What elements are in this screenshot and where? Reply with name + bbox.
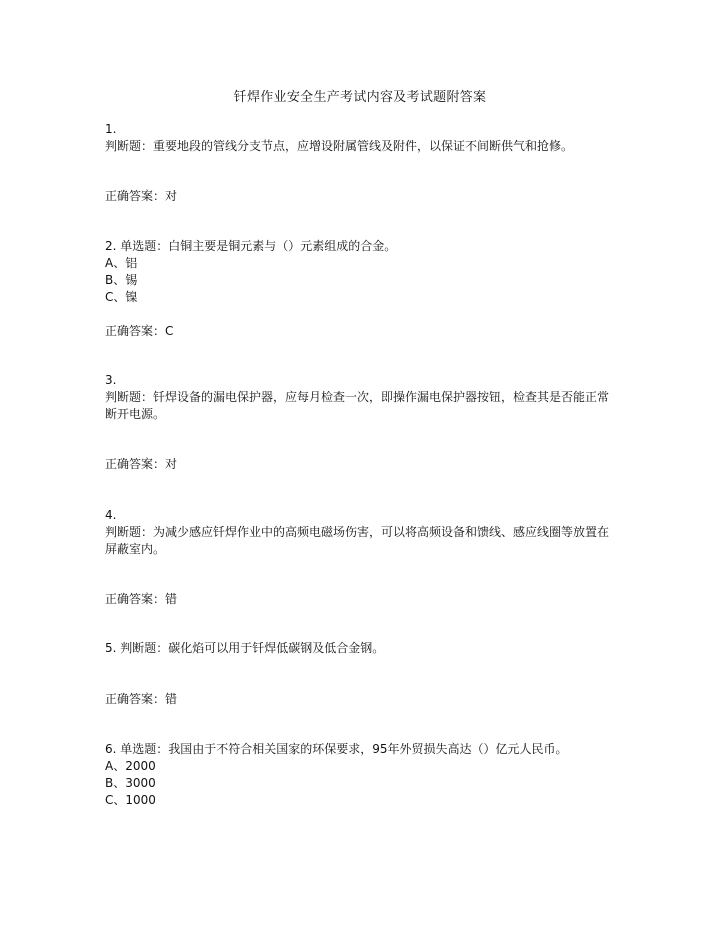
question-2-answer: 正确答案：C xyxy=(105,324,174,338)
question-2-option-a: A、铝 xyxy=(105,256,138,270)
question-5-text: 5. 判断题：碳化焰可以用于钎焊低碳钢及低合金钢。 xyxy=(105,641,385,655)
question-6-option-a: A、2000 xyxy=(105,759,156,773)
question-4-number: 4. xyxy=(105,508,117,522)
question-1-text: 判断题：重要地段的管线分支节点，应增设附属管线及附件，以保证不间断供气和抢修。 xyxy=(105,139,574,153)
question-4-text: 判断题：为减少感应钎焊作业中的高频电磁场伤害，可以将高频设备和馈线、感应线圈等放置在屏蔽室内。 xyxy=(105,525,610,556)
question-1-answer: 正确答案：对 xyxy=(105,189,178,203)
question-5-answer: 正确答案：错 xyxy=(105,692,178,706)
question-3-answer: 正确答案：对 xyxy=(105,457,178,471)
question-2-option-b: B、锡 xyxy=(105,273,138,287)
question-6-option-b: B、3000 xyxy=(105,776,156,790)
question-2-text: 2. 单选题：白铜主要是铜元素与（）元素组成的合金。 xyxy=(105,239,397,253)
question-1-number: 1. xyxy=(105,122,117,136)
question-6-text: 6. 单选题：我国由于不符合相关国家的环保要求，95年外贸损失高达（）亿元人民币。 xyxy=(105,742,568,756)
question-4-answer: 正确答案：错 xyxy=(105,592,178,606)
document-title: 钎焊作业安全生产考试内容及考试题附答案 xyxy=(233,90,487,105)
question-6-option-c: C、1000 xyxy=(105,793,156,807)
question-3-number: 3. xyxy=(105,373,117,387)
question-3-text: 判断题：钎焊设备的漏电保护器，应每月检查一次，即操作漏电保护器按钮，检查其是否能正常断开电源。 xyxy=(105,390,610,421)
question-2-option-c: C、镍 xyxy=(105,290,138,304)
